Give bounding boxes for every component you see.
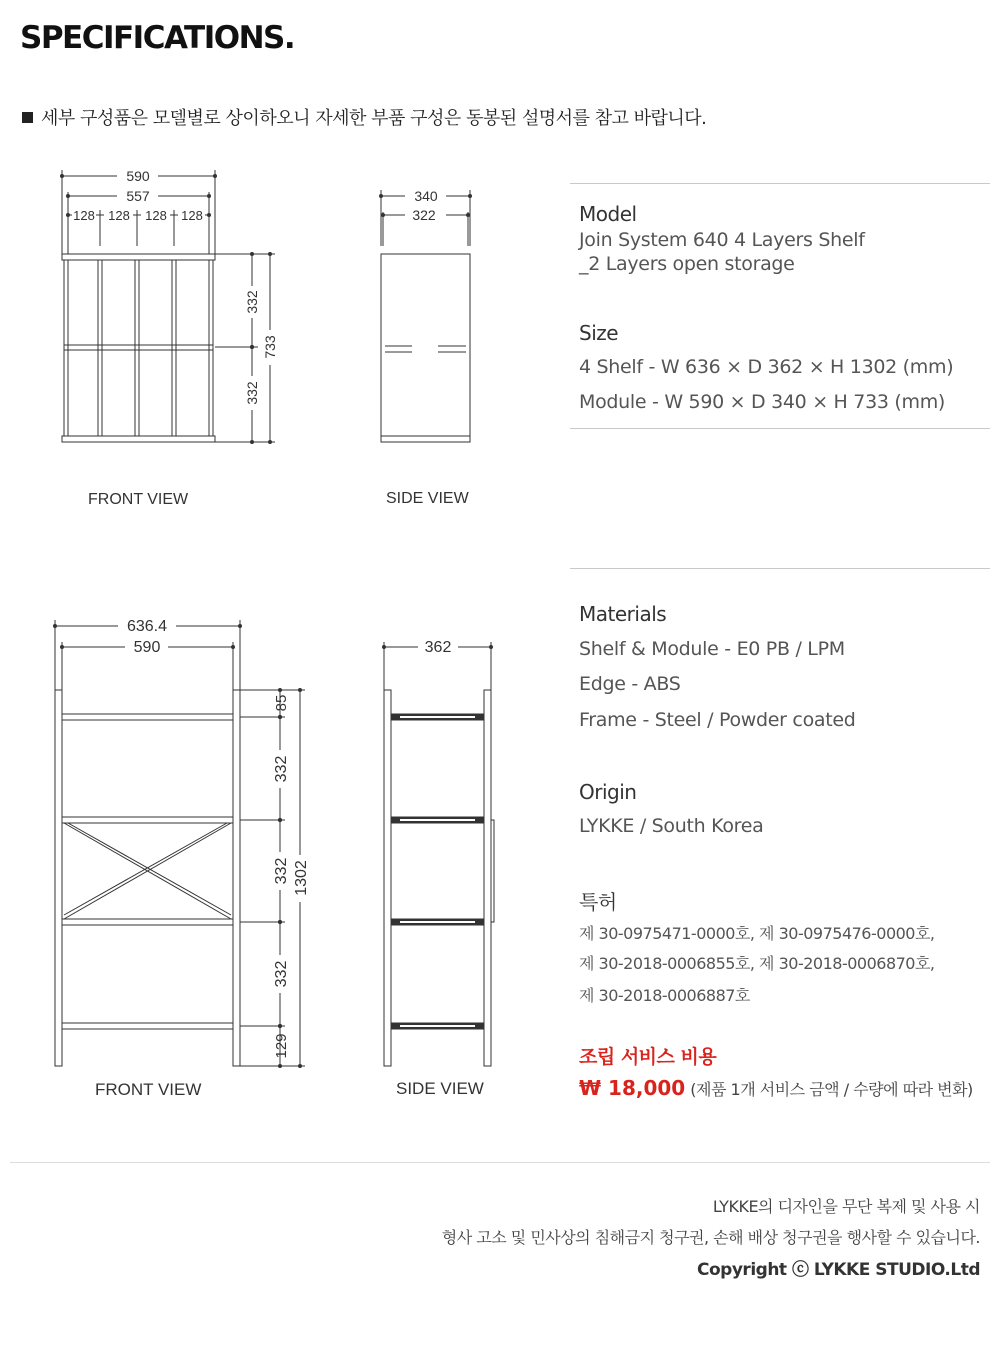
patent-line-2: 제 30-2018-0006855호, 제 30-2018-0006870호, — [579, 954, 935, 973]
divider — [570, 183, 990, 184]
page-title: SPECIFICATIONS. — [20, 20, 295, 56]
dim-module-inner-width: 557 — [126, 188, 150, 204]
dim-shelf-section-3: 332 — [273, 960, 290, 988]
dim-shelf-bottom: 129 — [273, 1033, 290, 1059]
footer-line-2: 형사 고소 및 민사상의 침해금지 청구권, 손해 배상 청구권을 행사할 수 있습니다. — [441, 1228, 980, 1247]
module-front-view-label: FRONT VIEW — [88, 491, 189, 508]
materials-label: Materials — [579, 602, 667, 626]
dim-bay-2: 128 — [108, 208, 130, 223]
dim-bay-1: 128 — [73, 208, 95, 223]
dim-shelf-section-2: 332 — [273, 857, 290, 885]
module-side-view-label: SIDE VIEW — [386, 490, 469, 507]
size-label: Size — [579, 321, 619, 345]
dim-module-inner-depth: 322 — [412, 207, 436, 223]
dim-shelf-width: 636.4 — [126, 618, 168, 635]
dim-shelf-top: 85 — [273, 694, 290, 712]
dim-bay-4: 128 — [181, 208, 203, 223]
dim-module-section-bottom: 332 — [244, 381, 260, 405]
patent-label: 특허 — [579, 890, 617, 914]
dim-shelf-height: 1302 — [293, 860, 310, 896]
model-label: Model — [579, 202, 637, 226]
dim-shelf-inner-width: 590 — [133, 639, 161, 656]
service-price: ₩ 18,000 — [579, 1076, 686, 1100]
patent-line-3: 제 30-2018-0006887호 — [579, 986, 750, 1005]
dim-bay-3: 128 — [145, 208, 167, 223]
shelf-side-view-label: SIDE VIEW — [396, 1079, 484, 1098]
dim-shelf-section-1: 332 — [273, 755, 290, 783]
materials-line-3: Frame - Steel / Powder coated — [579, 709, 856, 731]
size-line-1: 4 Shelf - W 636 × D 362 × H 1302 (mm) — [579, 356, 954, 378]
shelf-front-view — [55, 620, 305, 1066]
model-line-2: _2 Layers open storage — [579, 253, 795, 275]
divider — [570, 568, 990, 569]
dim-module-section-top: 332 — [244, 290, 260, 314]
dimension-drawings — [0, 0, 570, 1140]
shelf-side-view — [384, 642, 494, 1066]
shelf-front-view-label: FRONT VIEW — [95, 1080, 202, 1099]
footer-copyright: Copyright ⓒ LYKKE STUDIO.Ltd — [697, 1260, 980, 1280]
service-note: (제품 1개 서비스 금액 / 수량에 따라 변화) — [690, 1080, 973, 1099]
footer-line-1: LYKKE의 디자인을 무단 복제 및 사용 시 — [712, 1197, 980, 1216]
materials-line-1: Shelf & Module - E0 PB / LPM — [579, 638, 845, 660]
divider — [570, 428, 990, 429]
dim-module-width: 590 — [126, 168, 150, 184]
dim-module-height: 733 — [262, 335, 278, 359]
size-line-2: Module - W 590 × D 340 × H 733 (mm) — [579, 391, 946, 413]
materials-line-2: Edge - ABS — [579, 673, 681, 695]
origin-value: LYKKE / South Korea — [579, 815, 764, 837]
origin-label: Origin — [579, 780, 637, 804]
dim-module-depth: 340 — [414, 188, 438, 204]
dim-shelf-depth: 362 — [424, 639, 452, 656]
patent-line-1: 제 30-0975471-0000호, 제 30-0975476-0000호, — [579, 924, 935, 943]
notice-text: 세부 구성품은 모델별로 상이하오니 자세한 부품 구성은 동봉된 설명서를 참고 바랍니다. — [41, 108, 707, 129]
footer-divider — [10, 1162, 990, 1163]
service-label: 조립 서비스 비용 — [579, 1046, 717, 1068]
service-price-row — [579, 1076, 973, 1100]
model-line-1: Join System 640 4 Layers Shelf — [579, 229, 865, 251]
module-side-view — [381, 190, 470, 442]
